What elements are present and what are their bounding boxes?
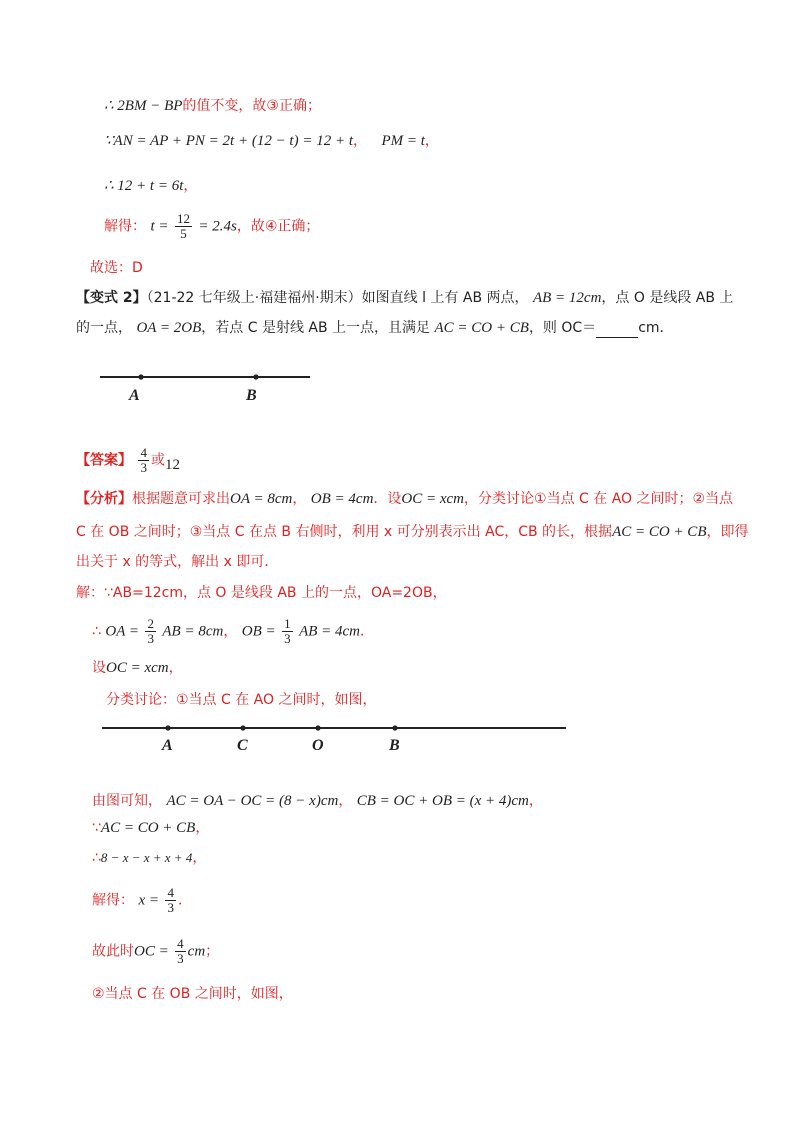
- math-expression: ∵AN = AP + PN = 2t + (12 − t) = 12 + t: [104, 133, 354, 149]
- fraction: $\frac{4}{3}$: [177, 936, 184, 966]
- fraction: $\frac{12}{5}$: [176, 211, 190, 241]
- math-expression: ∴ 2BM − BP: [104, 98, 183, 114]
- solution-line-10: ②当点 C 在 OB 之间时，如图，: [92, 986, 293, 1002]
- question-text: 如图直线 l 上有 AB 两点，: [361, 290, 529, 306]
- math-expression: AC = CO + CB: [434, 320, 529, 336]
- math-expression: AB = 8cm: [162, 623, 224, 640]
- answer-tag: 【答案】: [76, 452, 132, 469]
- variant-line-1: [76, 288, 733, 308]
- solution-line-8: 解得： x = $\frac{4}{3}$ ．: [92, 885, 192, 915]
- math-expression: OC = xcm: [401, 491, 465, 507]
- math-expression: OA = 8cm: [230, 491, 293, 507]
- fraction: $\frac{4}{3}$: [167, 885, 174, 915]
- math-expression: OB = 4cm: [310, 491, 374, 507]
- point-b: [253, 374, 258, 379]
- step-line-2: [104, 131, 439, 151]
- math-expression: AC = CO + CB: [612, 524, 707, 540]
- solution-line-2: ∴ OA = $\frac{2}{3}$ AB = 8cm， OB = $\frac{1}{3}$ AB = 4cm．: [92, 616, 374, 646]
- point-a: [138, 374, 143, 379]
- math-expression: t =: [150, 218, 169, 235]
- fraction: $\frac{4}{3}$: [140, 445, 147, 475]
- point-o: [315, 725, 320, 730]
- solution-line-7: ∴8 − x − x + x + 4，: [92, 850, 207, 866]
- math-expression: AC = OA − OC = (8 − x)cm: [166, 793, 339, 809]
- analysis-line-1: 【分析】根据题意可求出OA = 8cm， OB = 4cm．设OC = xcm，分类讨论①当点 C 在 AO 之间时；②当点: [76, 491, 734, 507]
- point-c: [240, 725, 245, 730]
- math-expression: ∴ 12 + t = 6t: [104, 178, 184, 194]
- label-a: A: [162, 737, 173, 754]
- solution-line-9: 故此时OC = $\frac{4}{3}$ cm；: [92, 936, 220, 966]
- question-text: ，点 O 是线段 AB 上: [601, 290, 734, 306]
- label-o: O: [312, 737, 324, 754]
- step-text: ，故④正确；: [236, 218, 320, 235]
- variant-tag: 【变式 2】: [76, 290, 147, 306]
- unit-text: cm．: [638, 320, 674, 336]
- analysis-line-2: C 在 OB 之间时；③当点 C 在点 B 右侧时，利用 x 可分别表示出 AC，CB 的长，根据AC = CO + CB，即得: [76, 524, 749, 540]
- math-expression: CB = OC + OB = (x + 4)cm: [356, 793, 529, 809]
- label-b: B: [246, 387, 257, 404]
- analysis-line-3: 出关于 x 的等式，解出 x 即可．: [76, 554, 279, 570]
- math-expression: x =: [138, 892, 159, 909]
- line-figure-1: [96, 364, 316, 408]
- label-c: C: [237, 737, 248, 754]
- fraction: $\frac{1}{3}$: [284, 616, 291, 646]
- math-expression: AC = CO + CB: [100, 820, 196, 836]
- math-expression: OB =: [241, 623, 276, 640]
- math-expression: OC =: [134, 943, 169, 960]
- math-expression: OC = xcm: [106, 660, 169, 676]
- answer-text: 或: [150, 452, 165, 469]
- math-expression: 8 − x − x + x + 4: [100, 850, 193, 865]
- math-expression: = 2.4s: [198, 218, 237, 235]
- variant-line-2: [76, 318, 674, 338]
- label-a: A: [129, 387, 140, 404]
- solution-line-6: ∵AC = CO + CB，: [92, 820, 210, 836]
- point-b: [392, 725, 397, 730]
- line-figure-2: [98, 716, 572, 756]
- separator: ，: [353, 133, 368, 149]
- question-text: ，则 OC＝: [528, 320, 597, 336]
- math-expression: PM = t: [381, 133, 425, 149]
- separator: ，: [424, 133, 439, 149]
- choice-line: 故选：D: [90, 260, 143, 276]
- answer-value: 12: [164, 456, 180, 473]
- question-text: ，若点 C 是射线 AB 上一点，且满足: [201, 320, 431, 336]
- analysis-tag: 【分析】: [76, 491, 132, 507]
- answer-line: [76, 446, 180, 475]
- solve-label: 解得：: [104, 218, 146, 235]
- point-a: [165, 725, 170, 730]
- math-expression: AB = 4cm: [299, 623, 360, 640]
- math-expression: OA =: [105, 623, 139, 640]
- math-expression: AB = 12cm: [532, 290, 602, 306]
- unit-text: cm: [187, 943, 206, 960]
- solution-line-3: 设OC = xcm，: [92, 660, 183, 676]
- solution-line-4: 分类讨论：①当点 C 在 AO 之间时，如图，: [106, 692, 377, 708]
- variant-source: （21-22 七年级上·福建福州·期末）: [146, 290, 362, 306]
- label-b: B: [389, 737, 400, 754]
- fraction: $\frac{2}{3}$: [147, 616, 154, 646]
- step-line-3: [104, 176, 197, 196]
- math-expression: OA = 2OB: [136, 320, 202, 336]
- question-text: 的一点，: [76, 320, 132, 336]
- separator: ，: [183, 178, 198, 194]
- solution-line-1: 解：∵AB=12cm，点 O 是线段 AB 上的一点，OA=2OB，: [76, 585, 447, 601]
- answer-blank: [596, 323, 638, 338]
- step-line-1: [104, 96, 321, 116]
- solution-line-5: 由图可知， AC = OA − OC = (8 − x)cm， CB = OC + OB = (x + 4)cm，: [92, 793, 543, 809]
- step-line-4: [104, 212, 319, 241]
- step-text: 的值不变，故③正确；: [182, 98, 321, 114]
